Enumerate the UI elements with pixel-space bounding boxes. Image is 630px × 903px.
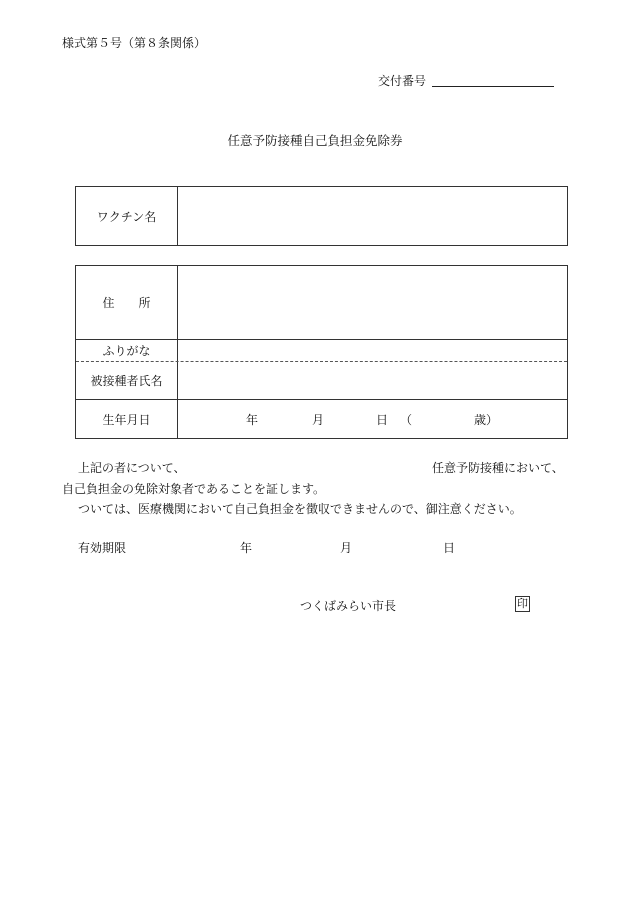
address-field[interactable]: [178, 266, 567, 339]
seal-mark: 印: [517, 597, 528, 610]
furigana-row: [76, 340, 567, 362]
document-title: 任意予防接種自己負担金免除券: [227, 133, 403, 148]
vaccine-name-field[interactable]: [178, 187, 567, 245]
recipient-table: [75, 265, 568, 439]
name-field[interactable]: [178, 362, 567, 399]
statement-start: 上記の者について、: [78, 461, 186, 475]
dob-label: 生年月日: [76, 400, 178, 438]
dob-age-close: 歳）: [474, 413, 499, 427]
dob-year-unit: 年: [246, 413, 259, 427]
issue-number-field[interactable]: [432, 86, 554, 87]
validity-label: 有効期限: [78, 541, 127, 555]
validity-month-unit: 月: [340, 541, 353, 555]
address-row: [76, 266, 567, 340]
dob-month-unit: 月: [312, 413, 325, 427]
address-label: [76, 266, 178, 339]
name-row: [76, 362, 567, 400]
dob-row: [76, 400, 567, 438]
dob-field[interactable]: [178, 400, 567, 438]
statement-end: 任意予防接種において、: [432, 461, 564, 475]
validity-year-unit: 年: [240, 541, 253, 555]
dob-day-unit: 日: [376, 413, 389, 427]
vaccine-table: [75, 186, 568, 246]
furigana-field[interactable]: [178, 340, 567, 361]
mayor-title: つくばみらい市長: [300, 599, 397, 613]
statement-line-3: ついては、医療機関において自己負担金を徴収できませんので、御注意ください。: [78, 502, 522, 516]
statement-line-2: 自己負担金の免除対象者であることを証します。: [62, 482, 326, 496]
vaccine-label: ワクチン名: [76, 187, 178, 245]
address-label-char-1: 住: [102, 296, 115, 310]
address-label-char-2: 所: [138, 296, 151, 310]
issue-number-label: 交付番号: [378, 74, 427, 88]
dob-age-open: （: [400, 413, 413, 427]
validity-day-unit: 日: [443, 541, 456, 555]
furigana-label: ふりがな: [76, 340, 178, 361]
form-id: 様式第５号（第８条関係）: [62, 36, 207, 50]
name-label: 被接種者氏名: [76, 362, 178, 399]
